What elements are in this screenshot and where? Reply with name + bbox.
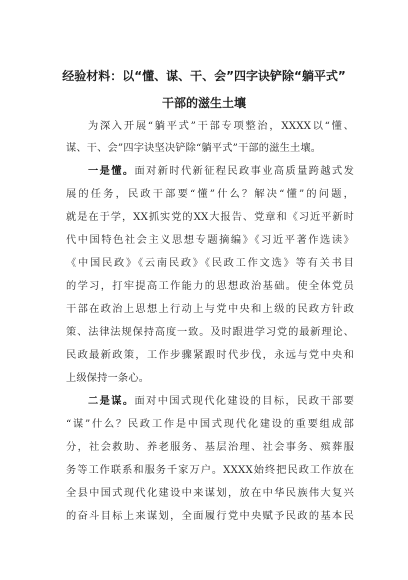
section2-line: 务等工作联系和服务千家万户。XXXX始终把民政工作放在 xyxy=(66,465,354,476)
section1-line: 民政最新政策，工作步骤紧跟时代步伐，永远与党中央和 xyxy=(66,350,354,361)
section1-line: 的学习，打牢提高工作能力的思想政治基础。使全体党员 xyxy=(66,281,354,292)
section2-line: 全县中国式现代化建设中来谋划，放在中华民族伟大复兴 xyxy=(66,488,354,499)
section1-lead: 一是懂。 xyxy=(88,166,135,177)
document-title-line-1: 经验材料：以“懂、谋、干、会”四字诀铲除“躺平式” xyxy=(62,69,346,83)
section1-line: 代中国特色社会主义思想专题摘编》《习近平著作选读》 xyxy=(66,235,354,246)
section2-lead: 二是谋。 xyxy=(88,396,135,407)
section2-line: “谋”什么？民政工作是中国式现代化建设的重要组成部 xyxy=(66,419,354,430)
intro-line: 谋、干、会”四字诀坚决铲除“躺平式”干部的滋生土壤。 xyxy=(66,143,322,154)
section1-line: 上级保持一条心。 xyxy=(66,373,150,384)
section1-line: 策、法律法规保持高度一致。及时跟进学习党的最新理论、 xyxy=(66,327,354,338)
section1-first-rest: 面对新时代新征程民政事业高质量跨越式发 xyxy=(134,166,354,177)
section2-first-line xyxy=(88,392,354,412)
section2-line: 分，社会救助、养老服务、基层治理、社会事务、殡葬服 xyxy=(66,442,354,453)
intro-line: 为深入开展“躺平式”干部专项整治，XXXX以“懂、 xyxy=(88,121,354,132)
section1-line: 就是在于学，XX抓实党的XX大报告、党章和《习近平新时 xyxy=(66,212,354,223)
section1-line: 干部在政治上思想上行动上与党中央和上级的民政方针政 xyxy=(66,304,354,315)
section2-line: 的奋斗目标上来谋划，全面履行党中央赋予民政的基本民 xyxy=(66,511,354,522)
section1-line: 《中国民政》《云南民政》《民政工作文选》等有关书目 xyxy=(66,258,354,269)
section1-first-line xyxy=(88,162,354,182)
section2-first-rest: 面对中国式现代化建设的目标，民政干部要 xyxy=(134,396,354,407)
section1-line: 展的任务，民政干部要“懂”什么？解决“懂”的问题， xyxy=(66,189,354,200)
document-title-line-2: 干部的滋生土壤 xyxy=(161,96,246,110)
